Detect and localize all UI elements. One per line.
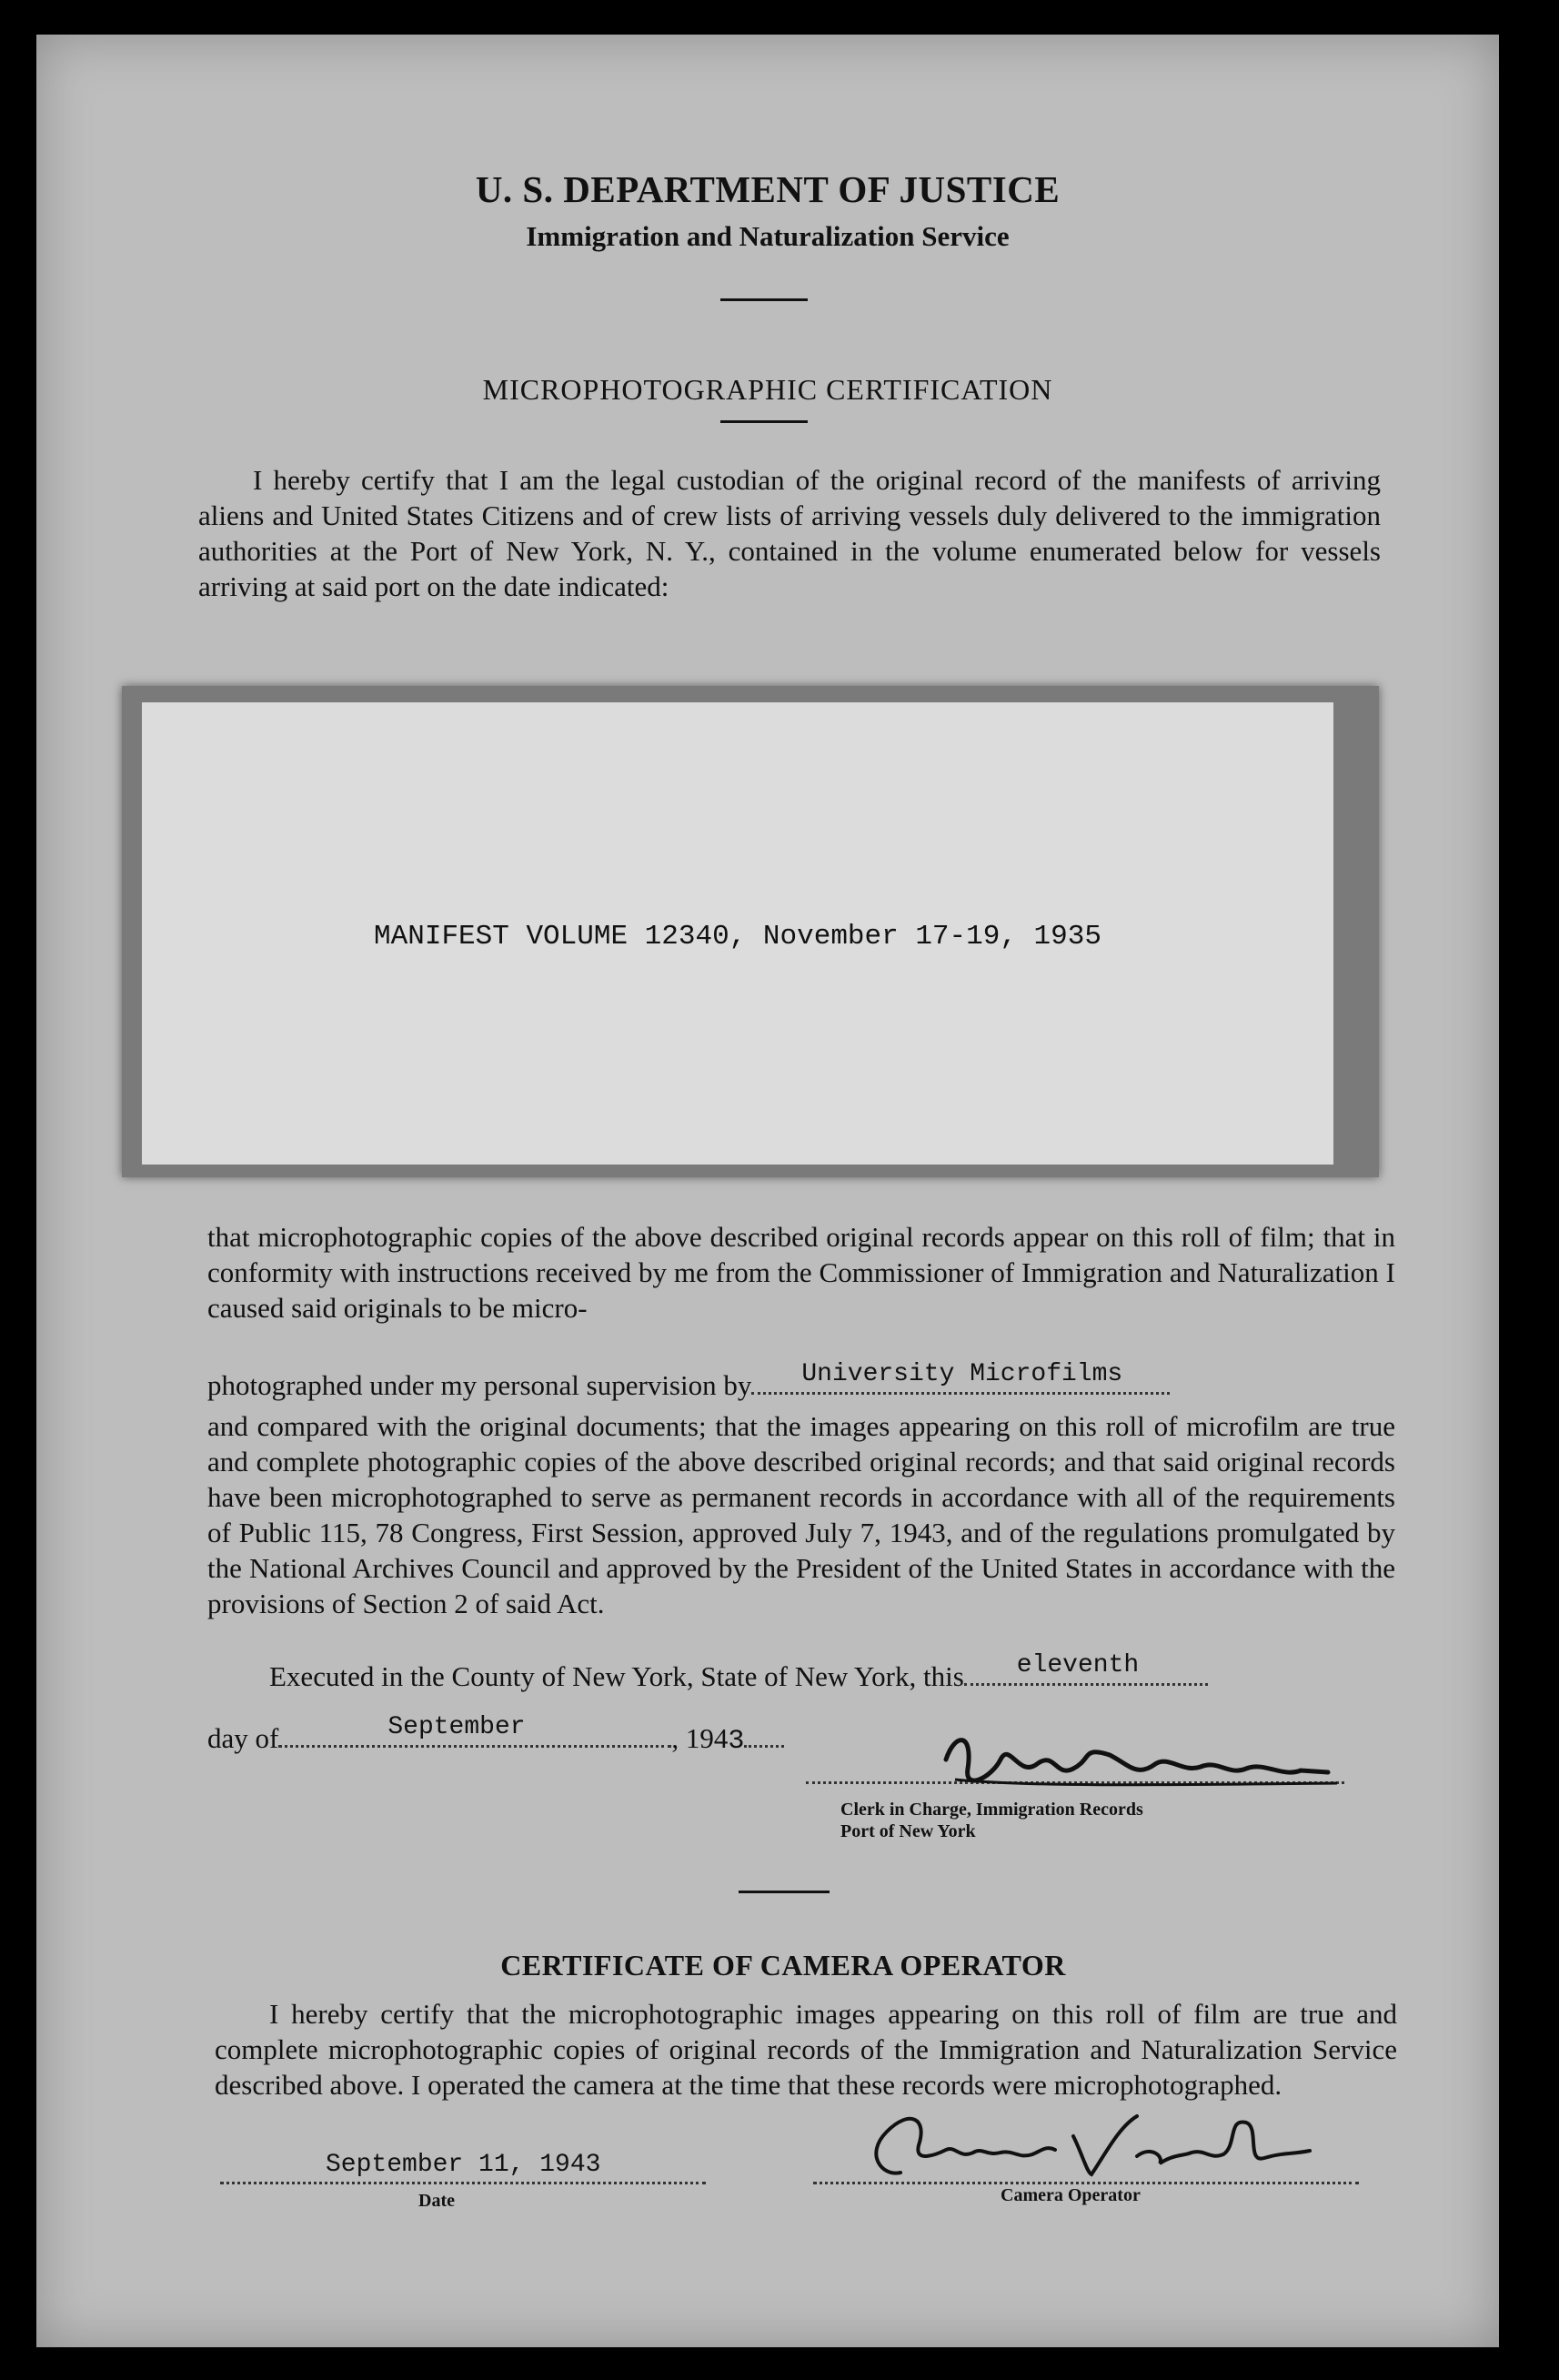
- manifest-card-label: [142, 702, 1333, 1165]
- supervision-dotted-field: [751, 1360, 1170, 1395]
- operator-label: Camera Operator: [1001, 2185, 1141, 2205]
- month-dotted-field: [278, 1713, 671, 1748]
- year-digit: 3: [728, 1726, 745, 1757]
- year-prefix: , 194: [671, 1722, 729, 1754]
- supervision-prefix: photographed under my personal supervision by: [207, 1369, 752, 1401]
- clerk-signature: [937, 1723, 1355, 1805]
- supervision-line: [207, 1360, 1170, 1402]
- date-value: September 11, 1943: [326, 2151, 601, 2179]
- manifest-text: MANIFEST VOLUME 12340, November 17-19, 1935: [374, 921, 1101, 953]
- divider-rule: [720, 420, 808, 423]
- day-line: [207, 1713, 784, 1757]
- manifest-card: [122, 686, 1379, 1177]
- camera-section-title: CERTIFICATE OF CAMERA OPERATOR: [500, 1949, 1066, 1982]
- executed-day-value: eleventh: [1016, 1651, 1140, 1679]
- divider-rule: [720, 298, 808, 301]
- executed-prefix: Executed in the County of New York, State of New York, this: [269, 1660, 964, 1692]
- body-paragraph-b: and compared with the original documents; that the images appearing on this roll of microfilm are true and complete photographic copies of the above described original records; and that said original records have been microphotographed to serve as permanent records in accordance with all of the requirements of Public 115, 78 Congress, First Session, approved July 7, 1943, and of the regulations promulgated by the National Archives Council and approved by the President of the United States in accordance with the provisions of Section 2 of said Act.: [207, 1410, 1395, 1619]
- section-title: MICROPHOTOGRAPHIC CERTIFICATION: [482, 373, 1053, 406]
- executed-dotted-field: [964, 1651, 1208, 1686]
- camera-paragraph: I hereby certify that the microphotographic images appearing on this roll of film are true and complete microphotographic copies of original records of the Immigration and Naturalization Service described above. I operated the camera at the time that these records were microphotographed.: [215, 1998, 1397, 2101]
- intro-paragraph: I hereby certify that I am the legal custodian of the original record of the manifests of arriving aliens and United States Citizens and of crew lists of arriving vessels duly delivered to the immigration authorities at the Port of New York, N. Y., contained in the volume enumerated below for vessels arriving at said port on the date indicated:: [198, 464, 1381, 602]
- date-label: Date: [418, 2191, 455, 2211]
- supervision-value: University Microfilms: [801, 1360, 1123, 1388]
- year-dotted-tail: [744, 1721, 784, 1748]
- executed-line: [269, 1651, 1208, 1693]
- date-dotted-field: [220, 2182, 706, 2184]
- service-subtitle: Immigration and Naturalization Service: [526, 220, 1010, 252]
- day-prefix: day of: [207, 1722, 279, 1754]
- department-title: U. S. DEPARTMENT OF JUSTICE: [475, 168, 1061, 210]
- body-paragraph-a: that microphotographic copies of the above described original records appear on this roll of film; that in conformity with instructions received by me from the Commissioner of Immigration and Naturalization I caused said originals to be micro-: [207, 1221, 1395, 1324]
- month-value: September: [387, 1713, 526, 1741]
- divider-rule: [739, 1891, 830, 1893]
- clerk-title-line1: Clerk in Charge, Immigration Records: [840, 1800, 1143, 1820]
- certificate-page: [36, 35, 1499, 2347]
- clerk-title-line2: Port of New York: [840, 1821, 976, 1841]
- operator-signature: [846, 2100, 1355, 2191]
